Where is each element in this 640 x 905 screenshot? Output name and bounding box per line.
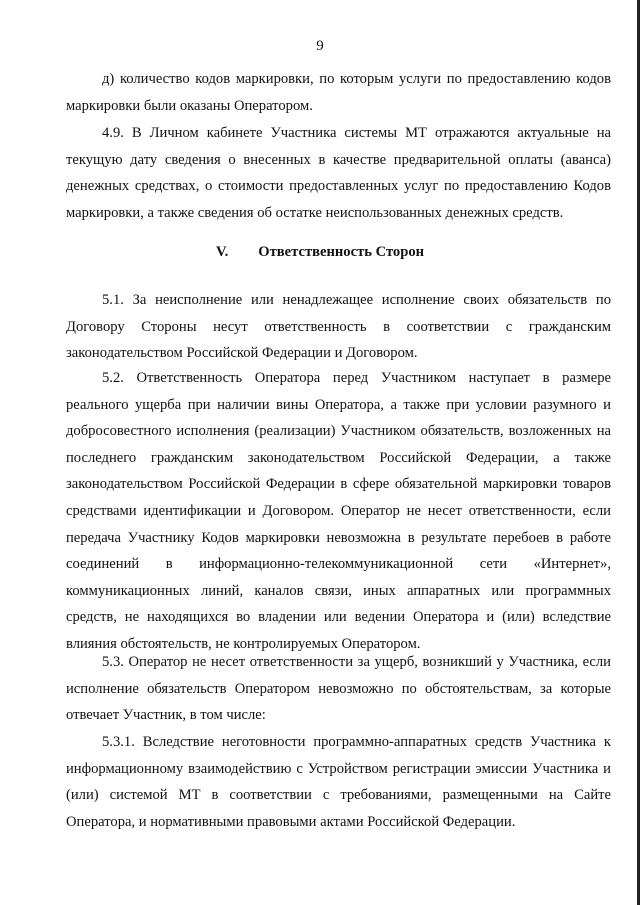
paragraph-5-3-1: 5.3.1. Вследствие неготовности программно-аппаратных средств Участника к информационному взаимодействию с Устройством регистрации эмиссии Участника и (или) системой МТ в соответствии с требованиями, размещенными на Сайте Оператора, и нормативными правовыми актами Российской Федерации.: [66, 734, 611, 830]
paragraph-4-9: 4.9. В Личном кабинете Участника системы МТ отражаются актуальные на текущую дату сведения о внесенных в качестве предварительной оплаты (аванса) денежных средствах, о стоимости предоставленных услуг по предоставлению Кодов маркировки, а также сведения об остатке неиспользованных денежных средств.: [66, 125, 611, 221]
section-number: V.: [215, 244, 229, 260]
paragraph-5-3: 5.3. Оператор не несет ответственности за ущерб, возникший у Участника, если исполнение обязательств Оператором невозможно по обстоятельствам, за которые отвечает Участник, в том числе:: [66, 654, 611, 724]
paragraph-5-1: 5.1. За неисполнение или ненадлежащее исполнение своих обязательств по Договору Стороны несут ответственность в соответствии с гражданским законодательством Российской Федерации и Договором.: [66, 292, 611, 362]
paragraph-5-2: 5.2. Ответственность Оператора перед Участником наступает в размере реального ущерба при наличии вины Оператора, а также при условии разумного и добросовестного исполнения (реализации) Участником обязательств, возложенных на последнего гражданским законодательством Российской Федерации, а также законодательством Российской Федерации в сфере обязательной маркировки товаров средствами идентификации и Договором. Оператор не несет ответственности, если передача Участнику Кодов маркировки невозможна в результате перебоев в работе соединений в информационно-телекоммуникационной сети «Интернет», коммуникационных линий, каналов связи, иных аппаратных или программных средств, не находящихся во владении или ведении Оператора и (или) вследствие влияния обстоятельств, не контролируемых Оператором.: [66, 370, 611, 652]
section-title: Ответственность Сторон: [258, 244, 425, 260]
section-heading: [0, 244, 640, 261]
paragraph-d: д) количество кодов маркировки, по которым услуги по предоставлению кодов маркировки были оказаны Оператором.: [66, 71, 611, 114]
page-number: 9: [316, 38, 324, 54]
